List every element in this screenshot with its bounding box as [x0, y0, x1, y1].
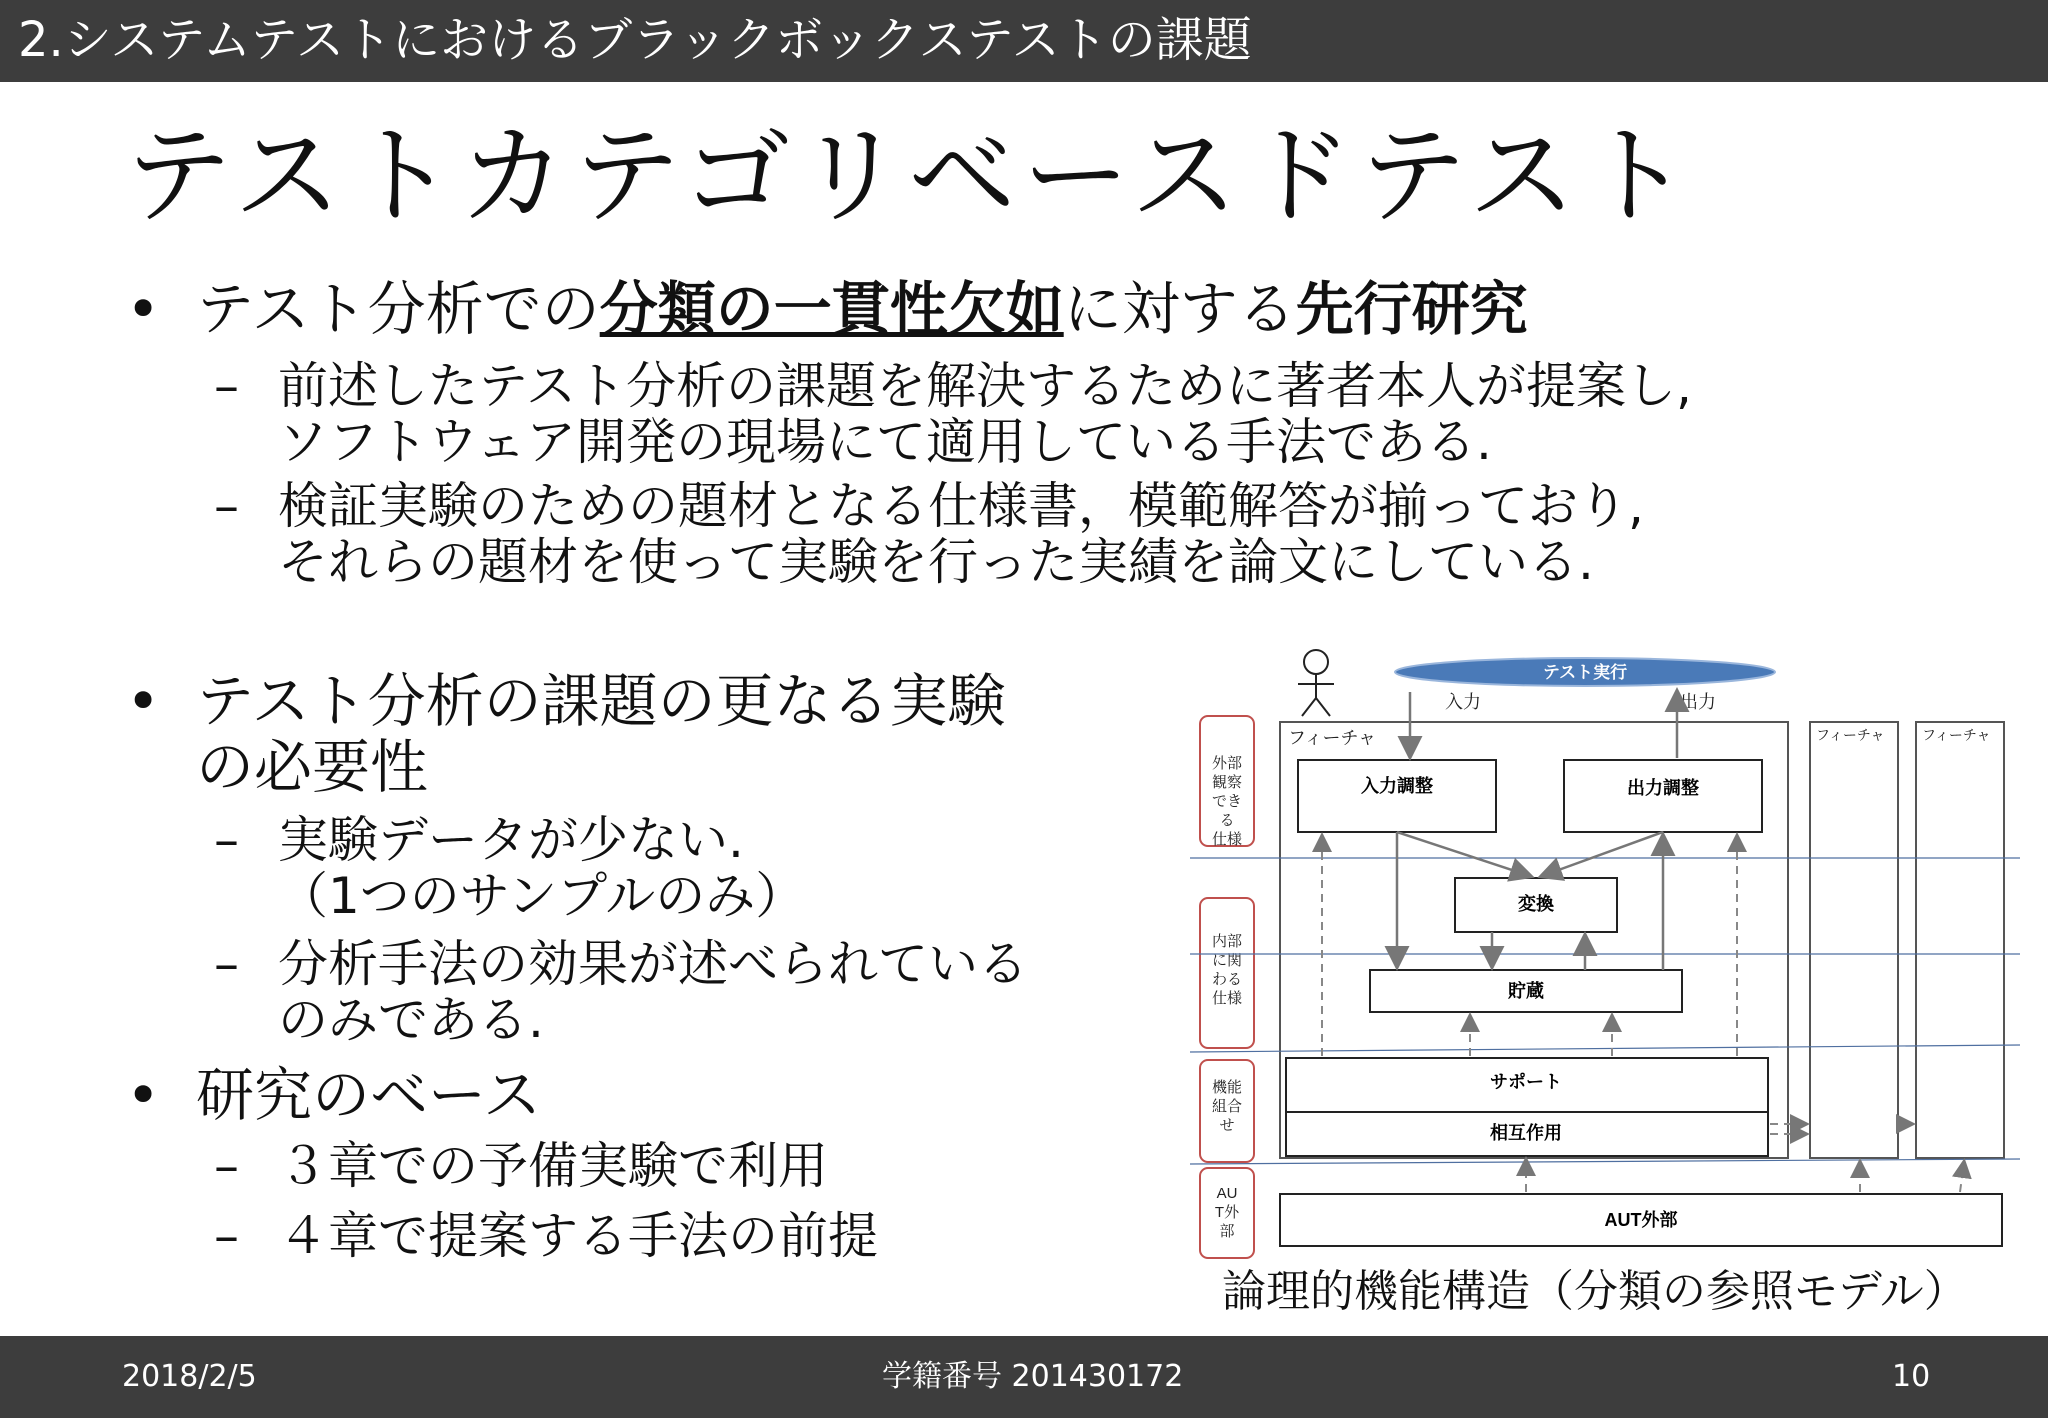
user-figure-icon [1298, 650, 1334, 716]
sub-bullet [214, 1137, 828, 1195]
bullet-text-bold: 先行研究 [1295, 275, 1528, 343]
layer-label-line: でき [1211, 793, 1243, 810]
slide-title: テストカテゴリベースドテスト [124, 114, 1697, 239]
layer-label-line: 仕様 [1211, 990, 1243, 1007]
sub-bullet [214, 357, 1692, 471]
layer-label-line: 部 [1219, 1223, 1235, 1240]
dash-marker: – [214, 477, 239, 535]
aut-external-label: AUT外部 [1604, 1210, 1678, 1230]
test-execution-label: テスト実行 [1542, 663, 1628, 682]
layer-label-line: 機能 [1211, 1079, 1243, 1096]
footer-date: 2018/2/5 [122, 1359, 257, 1394]
bullet-line: テスト分析の課題の更なる実験 [196, 667, 1006, 735]
sub-bullet-line: （1つのサンプルのみ） [278, 867, 806, 925]
storage-label: 貯蔵 [1508, 981, 1544, 1001]
dash-marker: – [214, 1137, 239, 1195]
layer-label-line: 仕様 [1211, 831, 1243, 848]
layer-label-line: 組合 [1211, 1098, 1243, 1115]
sub-bullet [214, 935, 1028, 1049]
output-adjust-label: 出力調整 [1627, 778, 1699, 798]
sub-bullet-line: 検証実験のための題材となる仕様書，模範解答が揃っており, [278, 477, 1644, 535]
sub-bullet-line: 分析手法の効果が述べられている [278, 935, 1028, 993]
bullet-text-mid: に対する [1063, 275, 1296, 343]
layer-label-line: 観察 [1211, 774, 1243, 791]
layer-label-line: せ [1219, 1117, 1235, 1134]
header-bar [0, 0, 2048, 82]
bullet-prior-research [126, 275, 1528, 343]
sub-bullet-line: ソフトウェア開発の現場にて適用している手法である. [278, 413, 1492, 471]
layer-label-line: 内部 [1211, 933, 1243, 950]
bullet-research-base [126, 1061, 542, 1129]
layer-label-line: AU [1216, 1185, 1238, 1202]
bullet-marker: • [126, 667, 161, 735]
input-adjust-box [1298, 760, 1496, 832]
layer-label-line: る [1219, 812, 1235, 829]
support-label: サポート [1490, 1072, 1562, 1092]
section-title: 2.システムテストにおけるブラックボックステストの課題 [18, 12, 1252, 68]
bullet-marker: • [126, 275, 161, 343]
feature-container-3 [1916, 722, 2004, 1158]
sub-bullet-line: 前述したテスト分析の課題を解決するために著者本人が提案し, [278, 357, 1692, 415]
layer-label-line: に関 [1211, 952, 1243, 969]
sub-bullet-line: ３章での予備実験で利用 [278, 1137, 828, 1195]
bullet-marker: • [126, 1061, 161, 1129]
sub-bullet [214, 477, 1644, 591]
layer-label-line: T外 [1214, 1204, 1240, 1221]
layer-label-line: わる [1211, 971, 1243, 988]
interaction-label: 相互作用 [1490, 1123, 1562, 1143]
layer-label-line: 外部 [1211, 755, 1243, 772]
dash-marker: – [214, 1207, 239, 1265]
sub-bullet [214, 811, 806, 925]
output-label: 出力 [1680, 692, 1716, 712]
bullet-text-underlined: 分類の一貫性欠如 [599, 275, 1064, 343]
sub-bullet-line: それらの題材を使って実験を行った実績を論文にしている. [278, 533, 1594, 591]
sub-bullet-line: ４章で提案する手法の前提 [278, 1207, 878, 1265]
sub-bullet [214, 1207, 878, 1265]
feature-label-3: フィーチャ [1922, 727, 1991, 743]
bullet-text-pre: テスト分析での [196, 275, 600, 343]
bullet-line: の必要性 [196, 733, 429, 801]
dash-marker: – [214, 357, 239, 415]
logical-function-diagram [1180, 640, 2020, 1320]
diagram-caption: 論理的機能構造（分類の参照モデル） [1222, 1266, 1968, 1317]
feature-label-2: フィーチャ [1816, 727, 1885, 743]
feature-container-2 [1810, 722, 1898, 1158]
sub-bullet-line: 実験データが少ない. [278, 811, 744, 869]
footer-student-id: 学籍番号 201430172 [882, 1359, 1184, 1394]
sub-bullet-line: のみである. [278, 991, 544, 1049]
footer-page-number: 10 [1892, 1359, 1931, 1394]
bullet-further-experiment [126, 667, 1006, 801]
input-label: 入力 [1445, 692, 1481, 712]
footer-bar [0, 1336, 2048, 1418]
bullet-text: 研究のベース [196, 1061, 542, 1129]
convert-label: 変換 [1518, 894, 1554, 914]
input-adjust-label: 入力調整 [1361, 776, 1433, 796]
feature-label: フィーチャ [1288, 728, 1377, 748]
dash-marker: – [214, 935, 239, 993]
dash-marker: – [214, 811, 239, 869]
